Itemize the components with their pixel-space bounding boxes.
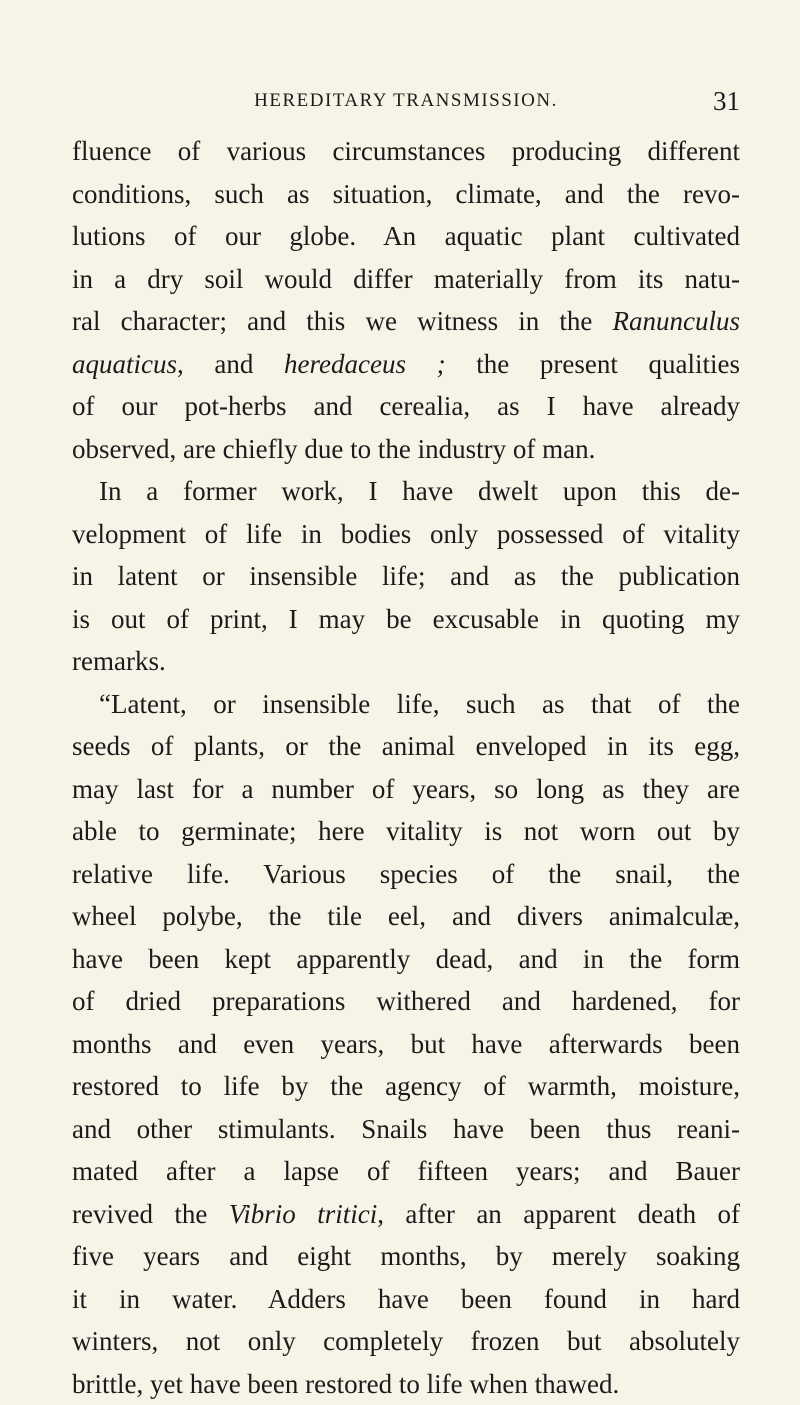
- text-line: [72, 130, 740, 173]
- text-line: [72, 980, 740, 1023]
- text-line: [72, 428, 740, 471]
- text-segment: In a former work, I have dwelt upon this de-: [99, 476, 740, 506]
- italic-text: heredaceus ;: [284, 349, 446, 379]
- text-segment: ral character; and this we witness in the: [72, 306, 613, 336]
- text-segment: wheel polybe, the tile eel, and divers animalculæ,: [72, 901, 740, 931]
- text-segment: mated after a lapse of fifteen years; and Bauer: [72, 1156, 740, 1186]
- text-line: [72, 683, 740, 726]
- text-line: [72, 513, 740, 556]
- text-line: [72, 810, 740, 853]
- text-segment: brittle, yet have been restored to life when thawed.: [72, 1369, 619, 1399]
- text-line: [72, 598, 740, 641]
- text-line: [72, 895, 740, 938]
- text-line: [72, 725, 740, 768]
- text-segment: winters, not only completely frozen but absolutely: [72, 1326, 740, 1356]
- text-segment: of dried preparations withered and hardened, for: [72, 986, 740, 1016]
- text-line: [72, 640, 740, 683]
- text-segment: , and: [177, 349, 284, 379]
- text-line: [72, 1023, 740, 1066]
- text-line: [72, 1278, 740, 1321]
- text-segment: “Latent, or insensible life, such as that of the: [99, 689, 740, 719]
- text-segment: able to germinate; here vitality is not worn out by: [72, 816, 740, 846]
- text-line: [72, 1150, 740, 1193]
- text-segment: lutions of our globe. An aquatic plant cultivated: [72, 221, 740, 251]
- running-title: HEREDITARY TRANSMISSION.: [72, 90, 740, 112]
- text-line: [72, 343, 740, 386]
- text-segment: may last for a number of years, so long as they are: [72, 774, 740, 804]
- text-line: [72, 258, 740, 301]
- text-segment: , after an apparent death of: [377, 1199, 740, 1229]
- text-line: [72, 300, 740, 343]
- text-line: [72, 1363, 740, 1405]
- page-number: 31: [713, 86, 740, 117]
- text-line: [72, 938, 740, 981]
- text-segment: of our pot-herbs and cerealia, as I have already: [72, 391, 740, 421]
- text-line: [72, 1193, 740, 1236]
- text-line: [72, 1235, 740, 1278]
- text-segment: remarks.: [72, 646, 166, 676]
- text-segment: in latent or insensible life; and as the publication: [72, 561, 740, 591]
- text-segment: restored to life by the agency of warmth, moisture,: [72, 1071, 740, 1101]
- text-line: [72, 470, 740, 513]
- text-segment: and other stimulants. Snails have been thus reani-: [72, 1114, 740, 1144]
- text-line: [72, 385, 740, 428]
- text-segment: velopment of life in bodies only possessed of vitality: [72, 519, 740, 549]
- text-segment: the present qualities: [446, 349, 740, 379]
- italic-text: aquaticus: [72, 349, 177, 379]
- text-line: [72, 215, 740, 258]
- running-head: [72, 86, 740, 116]
- text-line: [72, 1320, 740, 1363]
- text-segment: it in water. Adders have been found in hard: [72, 1284, 740, 1314]
- italic-text: Ranunculus: [613, 306, 741, 336]
- text-line: [72, 1108, 740, 1151]
- text-segment: conditions, such as situation, climate, and the revo-: [72, 179, 740, 209]
- text-segment: is out of print, I may be excusable in quoting my: [72, 604, 740, 634]
- text-segment: relative life. Various species of the snail, the: [72, 859, 740, 889]
- text-line: [72, 853, 740, 896]
- text-segment: have been kept apparently dead, and in the form: [72, 944, 740, 974]
- text-segment: fluence of various circumstances producing different: [72, 136, 740, 166]
- text-line: [72, 173, 740, 216]
- text-segment: months and even years, but have afterwards been: [72, 1029, 740, 1059]
- text-segment: five years and eight months, by merely soaking: [72, 1241, 740, 1271]
- body-text: [72, 130, 740, 1405]
- text-segment: revived the: [72, 1199, 229, 1229]
- text-segment: observed, are chiefly due to the industry of man.: [72, 434, 595, 464]
- text-segment: seeds of plants, or the animal enveloped in its egg,: [72, 731, 740, 761]
- italic-text: Vibrio tritici: [229, 1199, 377, 1229]
- text-line: [72, 768, 740, 811]
- text-line: [72, 555, 740, 598]
- text-segment: in a dry soil would differ materially from its natu-: [72, 264, 740, 294]
- text-line: [72, 1065, 740, 1108]
